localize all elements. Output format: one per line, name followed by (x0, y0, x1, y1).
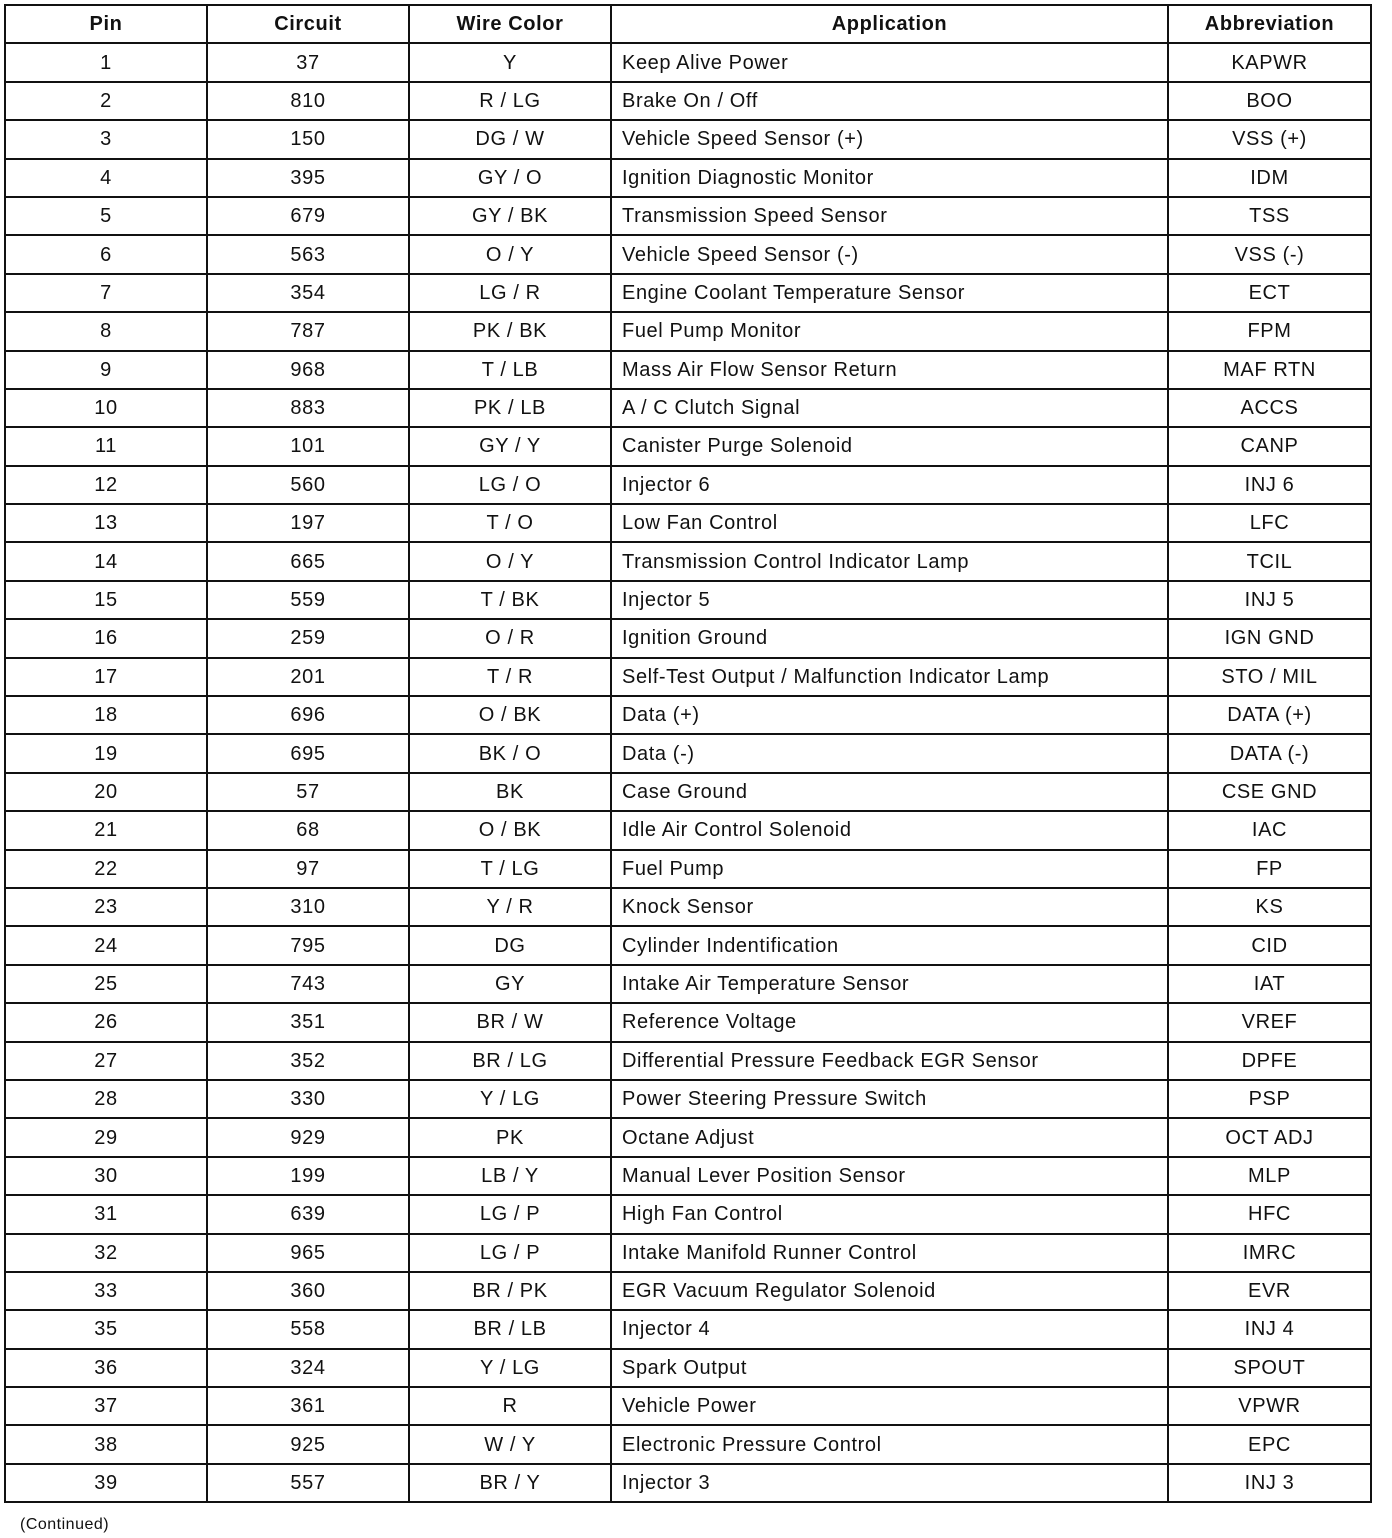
cell-wire-color: O / R (409, 619, 611, 657)
cell-wire-color: GY / O (409, 159, 611, 197)
cell-pin: 27 (5, 1042, 207, 1080)
cell-pin: 15 (5, 581, 207, 619)
cell-pin: 24 (5, 926, 207, 964)
cell-application: Injector 4 (611, 1310, 1168, 1348)
cell-pin: 29 (5, 1118, 207, 1156)
table-row (5, 504, 1371, 542)
cell-pin: 30 (5, 1157, 207, 1195)
cell-application: Canister Purge Solenoid (611, 427, 1168, 465)
cell-application: Intake Air Temperature Sensor (611, 965, 1168, 1003)
cell-application: Keep Alive Power (611, 43, 1168, 81)
cell-pin: 13 (5, 504, 207, 542)
cell-application: EGR Vacuum Regulator Solenoid (611, 1272, 1168, 1310)
cell-circuit: 929 (207, 1118, 409, 1156)
cell-application: Self-Test Output / Malfunction Indicator Lamp (611, 658, 1168, 696)
cell-application: Reference Voltage (611, 1003, 1168, 1041)
cell-circuit: 743 (207, 965, 409, 1003)
cell-wire-color: LG / P (409, 1195, 611, 1233)
cell-application: Injector 5 (611, 581, 1168, 619)
cell-pin: 8 (5, 312, 207, 350)
cell-pin: 32 (5, 1234, 207, 1272)
cell-application: Cylinder Indentification (611, 926, 1168, 964)
cell-abbreviation: MAF RTN (1168, 351, 1371, 389)
continued-note: (Continued) (20, 1516, 110, 1533)
cell-pin: 37 (5, 1387, 207, 1425)
cell-pin: 16 (5, 619, 207, 657)
cell-application: Vehicle Speed Sensor (+) (611, 120, 1168, 158)
cell-application: High Fan Control (611, 1195, 1168, 1233)
table-row (5, 734, 1371, 772)
cell-abbreviation: EVR (1168, 1272, 1371, 1310)
header-application: Application (611, 5, 1168, 43)
cell-circuit: 197 (207, 504, 409, 542)
cell-circuit: 351 (207, 1003, 409, 1041)
cell-circuit: 37 (207, 43, 409, 81)
table-row (5, 235, 1371, 273)
cell-pin: 17 (5, 658, 207, 696)
cell-abbreviation: IAC (1168, 811, 1371, 849)
cell-pin: 21 (5, 811, 207, 849)
cell-wire-color: LG / O (409, 466, 611, 504)
cell-pin: 39 (5, 1464, 207, 1502)
cell-pin: 35 (5, 1310, 207, 1348)
table-row (5, 542, 1371, 580)
table-row (5, 965, 1371, 1003)
cell-application: Engine Coolant Temperature Sensor (611, 274, 1168, 312)
cell-wire-color: GY / BK (409, 197, 611, 235)
table-row (5, 1003, 1371, 1041)
cell-pin: 11 (5, 427, 207, 465)
cell-circuit: 395 (207, 159, 409, 197)
cell-circuit: 310 (207, 888, 409, 926)
table-row (5, 811, 1371, 849)
cell-abbreviation: MLP (1168, 1157, 1371, 1195)
cell-pin: 38 (5, 1425, 207, 1463)
cell-circuit: 696 (207, 696, 409, 734)
cell-abbreviation: CID (1168, 926, 1371, 964)
cell-wire-color: BR / Y (409, 1464, 611, 1502)
cell-circuit: 150 (207, 120, 409, 158)
cell-wire-color: Y / LG (409, 1349, 611, 1387)
cell-circuit: 560 (207, 466, 409, 504)
table-row (5, 120, 1371, 158)
cell-application: Intake Manifold Runner Control (611, 1234, 1168, 1272)
cell-circuit: 57 (207, 773, 409, 811)
cell-pin: 9 (5, 351, 207, 389)
cell-pin: 26 (5, 1003, 207, 1041)
cell-wire-color: DG / W (409, 120, 611, 158)
table-row (5, 389, 1371, 427)
cell-application: Spark Output (611, 1349, 1168, 1387)
table-row (5, 1157, 1371, 1195)
cell-application: Manual Lever Position Sensor (611, 1157, 1168, 1195)
cell-circuit: 324 (207, 1349, 409, 1387)
cell-application: Brake On / Off (611, 82, 1168, 120)
cell-wire-color: R (409, 1387, 611, 1425)
table-row (5, 312, 1371, 350)
cell-circuit: 352 (207, 1042, 409, 1080)
cell-application: Case Ground (611, 773, 1168, 811)
table-row (5, 773, 1371, 811)
cell-circuit: 68 (207, 811, 409, 849)
cell-pin: 7 (5, 274, 207, 312)
cell-wire-color: LB / Y (409, 1157, 611, 1195)
cell-pin: 22 (5, 850, 207, 888)
cell-circuit: 639 (207, 1195, 409, 1233)
cell-application: Knock Sensor (611, 888, 1168, 926)
cell-wire-color: BK (409, 773, 611, 811)
cell-abbreviation: INJ 4 (1168, 1310, 1371, 1348)
cell-application: Power Steering Pressure Switch (611, 1080, 1168, 1118)
cell-abbreviation: TCIL (1168, 542, 1371, 580)
cell-wire-color: PK / BK (409, 312, 611, 350)
cell-wire-color: GY (409, 965, 611, 1003)
cell-wire-color: O / BK (409, 811, 611, 849)
cell-abbreviation: DATA (-) (1168, 734, 1371, 772)
table-row (5, 1118, 1371, 1156)
header-abbreviation: Abbreviation (1168, 5, 1371, 43)
cell-abbreviation: KS (1168, 888, 1371, 926)
cell-abbreviation: TSS (1168, 197, 1371, 235)
cell-application: Injector 6 (611, 466, 1168, 504)
table-header-row (5, 5, 1371, 43)
cell-abbreviation: SPOUT (1168, 1349, 1371, 1387)
cell-abbreviation: BOO (1168, 82, 1371, 120)
cell-pin: 1 (5, 43, 207, 81)
cell-abbreviation: HFC (1168, 1195, 1371, 1233)
cell-circuit: 101 (207, 427, 409, 465)
cell-circuit: 558 (207, 1310, 409, 1348)
cell-abbreviation: ECT (1168, 274, 1371, 312)
cell-abbreviation: FP (1168, 850, 1371, 888)
cell-circuit: 925 (207, 1425, 409, 1463)
cell-circuit: 695 (207, 734, 409, 772)
cell-pin: 31 (5, 1195, 207, 1233)
cell-pin: 19 (5, 734, 207, 772)
cell-circuit: 665 (207, 542, 409, 580)
cell-wire-color: PK (409, 1118, 611, 1156)
table-row (5, 466, 1371, 504)
cell-circuit: 199 (207, 1157, 409, 1195)
table-row (5, 581, 1371, 619)
table-row (5, 696, 1371, 734)
cell-abbreviation: IDM (1168, 159, 1371, 197)
cell-wire-color: Y (409, 43, 611, 81)
cell-abbreviation: DPFE (1168, 1042, 1371, 1080)
cell-wire-color: BK / O (409, 734, 611, 772)
cell-circuit: 360 (207, 1272, 409, 1310)
cell-abbreviation: PSP (1168, 1080, 1371, 1118)
cell-wire-color: BR / LB (409, 1310, 611, 1348)
cell-circuit: 259 (207, 619, 409, 657)
table-row (5, 1042, 1371, 1080)
cell-abbreviation: CANP (1168, 427, 1371, 465)
table-row (5, 1272, 1371, 1310)
table-row (5, 1234, 1371, 1272)
cell-application: Low Fan Control (611, 504, 1168, 542)
cell-wire-color: O / Y (409, 542, 611, 580)
cell-pin: 3 (5, 120, 207, 158)
table-row (5, 926, 1371, 964)
cell-application: Transmission Control Indicator Lamp (611, 542, 1168, 580)
table-row (5, 619, 1371, 657)
cell-wire-color: O / BK (409, 696, 611, 734)
cell-abbreviation: FPM (1168, 312, 1371, 350)
cell-abbreviation: VPWR (1168, 1387, 1371, 1425)
cell-application: Ignition Diagnostic Monitor (611, 159, 1168, 197)
cell-wire-color: BR / PK (409, 1272, 611, 1310)
cell-wire-color: Y / R (409, 888, 611, 926)
cell-pin: 20 (5, 773, 207, 811)
cell-abbreviation: OCT ADJ (1168, 1118, 1371, 1156)
cell-abbreviation: CSE GND (1168, 773, 1371, 811)
table-row (5, 43, 1371, 81)
cell-circuit: 559 (207, 581, 409, 619)
cell-circuit: 968 (207, 351, 409, 389)
cell-abbreviation: VREF (1168, 1003, 1371, 1041)
table-row (5, 197, 1371, 235)
cell-circuit: 883 (207, 389, 409, 427)
cell-circuit: 810 (207, 82, 409, 120)
cell-wire-color: T / LB (409, 351, 611, 389)
cell-circuit: 795 (207, 926, 409, 964)
cell-pin: 2 (5, 82, 207, 120)
cell-abbreviation: DATA (+) (1168, 696, 1371, 734)
cell-application: Idle Air Control Solenoid (611, 811, 1168, 849)
cell-abbreviation: EPC (1168, 1425, 1371, 1463)
table-row (5, 159, 1371, 197)
cell-wire-color: T / LG (409, 850, 611, 888)
cell-abbreviation: INJ 5 (1168, 581, 1371, 619)
cell-circuit: 97 (207, 850, 409, 888)
cell-abbreviation: VSS (-) (1168, 235, 1371, 273)
cell-abbreviation: KAPWR (1168, 43, 1371, 81)
cell-wire-color: W / Y (409, 1425, 611, 1463)
cell-application: Fuel Pump Monitor (611, 312, 1168, 350)
cell-wire-color: Y / LG (409, 1080, 611, 1118)
cell-pin: 4 (5, 159, 207, 197)
table-row (5, 1425, 1371, 1463)
table-row (5, 850, 1371, 888)
cell-wire-color: R / LG (409, 82, 611, 120)
table-row (5, 888, 1371, 926)
cell-application: Vehicle Power (611, 1387, 1168, 1425)
cell-abbreviation: ACCS (1168, 389, 1371, 427)
table-row (5, 1464, 1371, 1502)
cell-circuit: 563 (207, 235, 409, 273)
table-row (5, 274, 1371, 312)
cell-circuit: 361 (207, 1387, 409, 1425)
cell-application: Vehicle Speed Sensor (-) (611, 235, 1168, 273)
cell-pin: 18 (5, 696, 207, 734)
table-row (5, 1310, 1371, 1348)
table-row (5, 1080, 1371, 1118)
cell-application: Electronic Pressure Control (611, 1425, 1168, 1463)
cell-circuit: 679 (207, 197, 409, 235)
cell-abbreviation: VSS (+) (1168, 120, 1371, 158)
cell-application: Ignition Ground (611, 619, 1168, 657)
cell-application: Transmission Speed Sensor (611, 197, 1168, 235)
cell-circuit: 965 (207, 1234, 409, 1272)
cell-pin: 33 (5, 1272, 207, 1310)
cell-application: A / C Clutch Signal (611, 389, 1168, 427)
cell-application: Injector 3 (611, 1464, 1168, 1502)
table-row (5, 82, 1371, 120)
cell-wire-color: LG / R (409, 274, 611, 312)
cell-abbreviation: IMRC (1168, 1234, 1371, 1272)
cell-pin: 5 (5, 197, 207, 235)
cell-circuit: 354 (207, 274, 409, 312)
cell-wire-color: LG / P (409, 1234, 611, 1272)
cell-wire-color: DG (409, 926, 611, 964)
cell-pin: 28 (5, 1080, 207, 1118)
cell-wire-color: T / BK (409, 581, 611, 619)
cell-pin: 23 (5, 888, 207, 926)
cell-circuit: 330 (207, 1080, 409, 1118)
table-row (5, 351, 1371, 389)
table-row (5, 1195, 1371, 1233)
cell-pin: 36 (5, 1349, 207, 1387)
cell-pin: 14 (5, 542, 207, 580)
table-row (5, 427, 1371, 465)
cell-wire-color: PK / LB (409, 389, 611, 427)
cell-application: Fuel Pump (611, 850, 1168, 888)
cell-wire-color: BR / W (409, 1003, 611, 1041)
cell-abbreviation: IAT (1168, 965, 1371, 1003)
table-row (5, 1387, 1371, 1425)
cell-abbreviation: LFC (1168, 504, 1371, 542)
table-row (5, 1349, 1371, 1387)
cell-circuit: 201 (207, 658, 409, 696)
header-pin: Pin (5, 5, 207, 43)
cell-wire-color: T / R (409, 658, 611, 696)
cell-application: Octane Adjust (611, 1118, 1168, 1156)
cell-application: Differential Pressure Feedback EGR Sensor (611, 1042, 1168, 1080)
cell-abbreviation: INJ 3 (1168, 1464, 1371, 1502)
cell-application: Mass Air Flow Sensor Return (611, 351, 1168, 389)
cell-wire-color: BR / LG (409, 1042, 611, 1080)
cell-abbreviation: INJ 6 (1168, 466, 1371, 504)
cell-pin: 12 (5, 466, 207, 504)
cell-wire-color: GY / Y (409, 427, 611, 465)
cell-abbreviation: STO / MIL (1168, 658, 1371, 696)
table-body (5, 43, 1371, 1502)
cell-wire-color: O / Y (409, 235, 611, 273)
table-row (5, 658, 1371, 696)
cell-pin: 25 (5, 965, 207, 1003)
cell-wire-color: T / O (409, 504, 611, 542)
cell-circuit: 787 (207, 312, 409, 350)
cell-pin: 10 (5, 389, 207, 427)
pin-circuit-table (4, 4, 1372, 1503)
cell-application: Data (-) (611, 734, 1168, 772)
cell-pin: 6 (5, 235, 207, 273)
cell-abbreviation: IGN GND (1168, 619, 1371, 657)
cell-application: Data (+) (611, 696, 1168, 734)
header-wire-color: Wire Color (409, 5, 611, 43)
header-circuit: Circuit (207, 5, 409, 43)
cell-circuit: 557 (207, 1464, 409, 1502)
